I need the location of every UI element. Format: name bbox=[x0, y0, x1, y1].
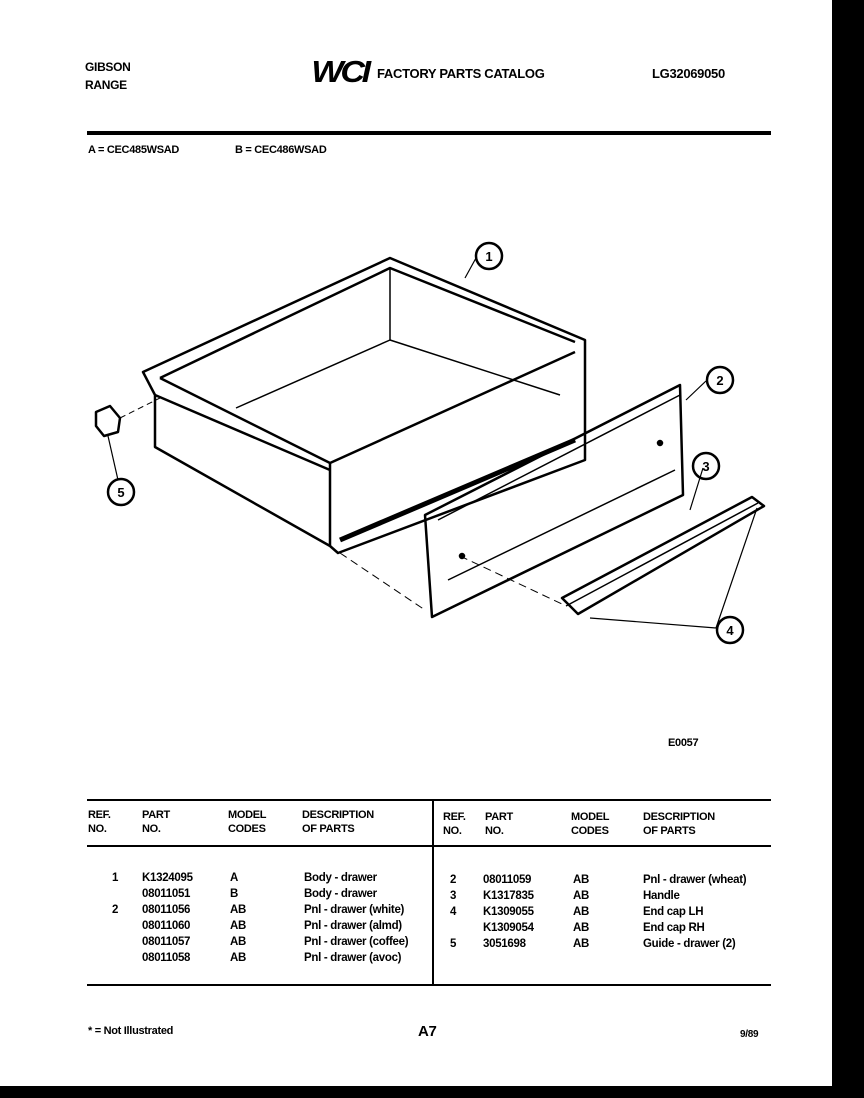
cell-model: B bbox=[230, 888, 239, 900]
model-a: A = CEC485WSAD bbox=[88, 144, 180, 156]
cell-model: AB bbox=[573, 906, 590, 918]
cell-model: AB bbox=[230, 952, 247, 964]
cell-model: AB bbox=[230, 936, 247, 948]
header-part: PART bbox=[142, 809, 170, 821]
cell-desc: End cap RH bbox=[643, 922, 705, 934]
cell-model: AB bbox=[573, 922, 590, 934]
cell-part: 08011060 bbox=[142, 920, 191, 932]
product: RANGE bbox=[85, 78, 127, 92]
table-header-rule bbox=[87, 845, 771, 847]
cell-ref: 2 bbox=[112, 904, 119, 916]
cell-part: 08011058 bbox=[142, 952, 191, 964]
cell-part: K1309055 bbox=[483, 906, 534, 918]
header-model-2: CODES bbox=[571, 825, 609, 837]
header-part: PART bbox=[485, 811, 513, 823]
callout-3: 3 bbox=[702, 459, 710, 474]
cell-model: AB bbox=[230, 904, 247, 916]
revision-date: 9/89 bbox=[740, 1029, 759, 1040]
header-desc: DESCRIPTION bbox=[643, 811, 715, 823]
header-model-2: CODES bbox=[228, 823, 266, 835]
cell-part: 3051698 bbox=[483, 938, 526, 950]
catalog-code: LG32069050 bbox=[652, 66, 725, 81]
cell-ref: 3 bbox=[450, 890, 457, 902]
header-desc-2: OF PARTS bbox=[302, 823, 355, 835]
cell-ref: 1 bbox=[112, 872, 119, 884]
catalog-title: FACTORY PARTS CATALOG bbox=[377, 66, 545, 81]
cell-part: K1324095 bbox=[142, 872, 193, 884]
cell-model: AB bbox=[573, 890, 590, 902]
cell-desc: Pnl - drawer (coffee) bbox=[304, 936, 409, 948]
wci-logo: WCI bbox=[311, 54, 368, 89]
cell-desc: Guide - drawer (2) bbox=[643, 938, 736, 950]
table-top-rule bbox=[87, 799, 771, 801]
not-illustrated-note: * = Not Illustrated bbox=[88, 1025, 174, 1037]
header-model: MODEL bbox=[571, 811, 610, 823]
callout-4: 4 bbox=[726, 623, 734, 638]
cell-desc: Pnl - drawer (white) bbox=[304, 904, 405, 916]
cell-part: 08011056 bbox=[142, 904, 191, 916]
cell-part: 08011057 bbox=[142, 936, 191, 948]
cell-desc: Body - drawer bbox=[304, 872, 377, 884]
cell-part: K1317835 bbox=[483, 890, 534, 902]
header-model: MODEL bbox=[228, 809, 267, 821]
header-part-2: NO. bbox=[142, 823, 161, 835]
cell-desc: End cap LH bbox=[643, 906, 704, 918]
brand: GIBSON bbox=[85, 60, 131, 74]
header-desc-2: OF PARTS bbox=[643, 825, 696, 837]
figure-code: E0057 bbox=[668, 737, 699, 749]
header-ref-2: NO. bbox=[443, 825, 462, 837]
header-ref-2: NO. bbox=[88, 823, 107, 835]
cell-desc: Pnl - drawer (avoc) bbox=[304, 952, 402, 964]
cell-desc: Pnl - drawer (wheat) bbox=[643, 874, 747, 886]
cell-model: A bbox=[230, 872, 239, 884]
cell-ref: 5 bbox=[450, 938, 457, 950]
header-ref: REF. bbox=[88, 809, 111, 821]
header-ref: REF. bbox=[443, 811, 466, 823]
table-bottom-rule bbox=[87, 984, 771, 986]
cell-desc: Pnl - drawer (almd) bbox=[304, 920, 402, 932]
cell-ref: 2 bbox=[450, 874, 457, 886]
page-number: A7 bbox=[418, 1023, 437, 1040]
cell-model: AB bbox=[573, 874, 590, 886]
callout-5: 5 bbox=[117, 485, 125, 500]
model-b: B = CEC486WSAD bbox=[235, 144, 327, 156]
cell-part: 08011051 bbox=[142, 888, 191, 900]
header-part-2: NO. bbox=[485, 825, 504, 837]
cell-model: AB bbox=[230, 920, 247, 932]
cell-ref: 4 bbox=[450, 906, 457, 918]
cell-part: K1309054 bbox=[483, 922, 534, 934]
header-desc: DESCRIPTION bbox=[302, 809, 374, 821]
callout-1: 1 bbox=[485, 249, 493, 264]
cell-desc: Handle bbox=[643, 890, 680, 902]
cell-desc: Body - drawer bbox=[304, 888, 377, 900]
callout-2: 2 bbox=[716, 373, 724, 388]
cell-model: AB bbox=[573, 938, 590, 950]
cell-part: 08011059 bbox=[483, 874, 532, 886]
table-center-divider bbox=[432, 799, 434, 985]
